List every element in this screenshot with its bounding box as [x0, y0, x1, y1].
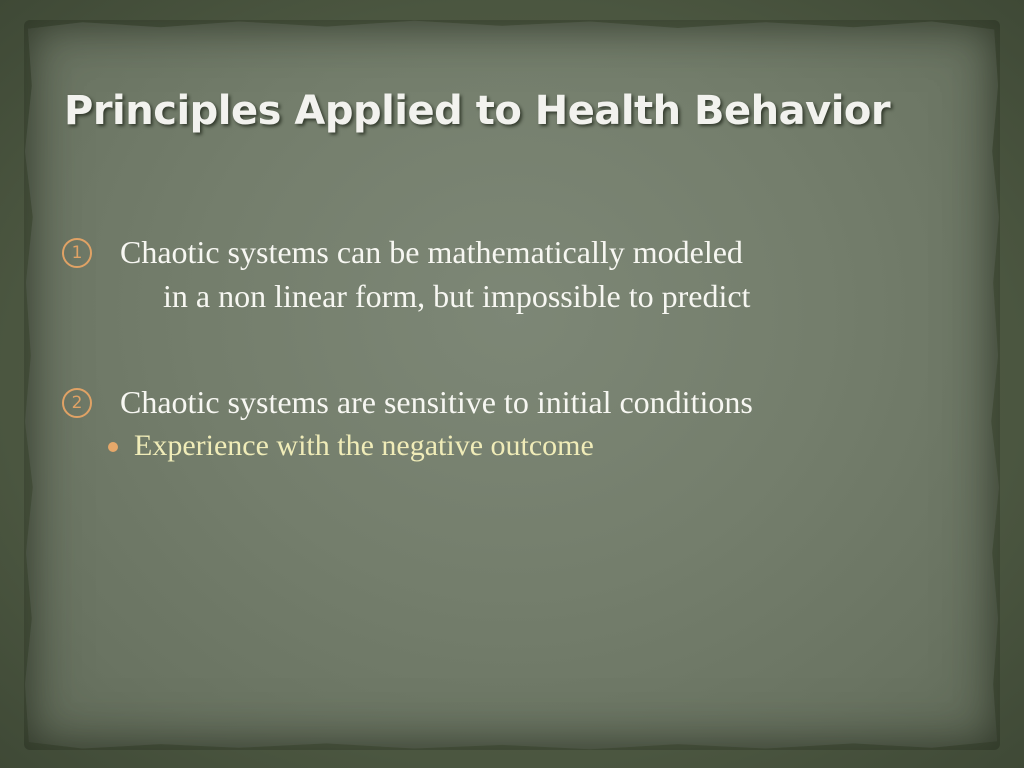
- circled-number-1-icon: 1: [62, 238, 92, 268]
- item-2-line-1: Chaotic systems are sensitive to initial conditions: [120, 384, 753, 420]
- sub-bullet-text: Experience with the negative outcome: [134, 429, 594, 462]
- slide-title: Principles Applied to Health Behavior: [64, 88, 891, 134]
- circled-number-2-icon: 2: [62, 388, 92, 418]
- item-1-line-1: Chaotic systems can be mathematically modeled: [120, 234, 743, 270]
- item-1-line-2: in a non linear form, but impossible to predict: [163, 278, 751, 314]
- bullet-dot-icon: [108, 442, 118, 452]
